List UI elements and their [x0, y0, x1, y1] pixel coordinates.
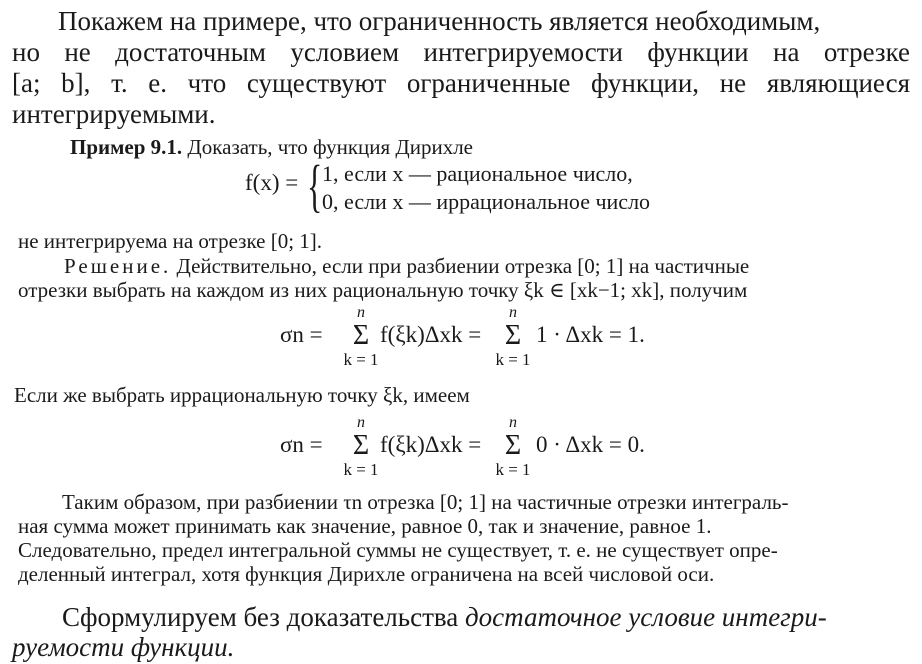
solution-label: Решение.: [64, 254, 172, 278]
intro-line-1: Покажем на примере, что ограниченность является необходимым,: [58, 6, 821, 36]
example-text: Доказать, что функция Дирихле: [187, 135, 474, 159]
solution-line-2: отрезки выбрать на каждом из них рациональную точку ξk ∈ [xk−1; xk], получим: [18, 278, 748, 302]
conclusion-line-4: деленный интеграл, хотя функция Дирихле ограничена на всей числовой оси.: [18, 562, 715, 586]
final-line-1: [62, 602, 827, 633]
formula1-lhs: σn =: [280, 322, 323, 347]
intro-line-3: [a; b], т. е. что существуют ограниченные функции, не являющиеся: [12, 68, 910, 98]
final-plain: Сформулируем без доказательства: [62, 602, 459, 632]
irrational-line: Если же выбрать иррациональную точку ξk, имеем: [14, 383, 470, 407]
case-irrational: 0, если x — иррациональное число: [322, 189, 651, 214]
solution-line-1: [64, 254, 912, 279]
formula1-rhs: 1 · Δxk = 1.: [536, 322, 645, 347]
conclusion-line-1: Таким образом, при разбиении τn отрезка [0; 1] на частичные отрезки интеграль-: [62, 490, 789, 514]
intro-line-4: интегрируемыми.: [12, 99, 216, 129]
intro-line-2: но не достаточным условием интегрируемости функции на отрезке: [12, 37, 910, 67]
case-rational: 1, если x — рациональное число,: [322, 161, 633, 186]
formula1-sum-1: n Σ k = 1: [343, 304, 379, 369]
conclusion-line-3: Следовательно, предел интегральной суммы не существует, т. е. не существует опре-: [18, 538, 778, 562]
formula1-mid: f(ξk)Δxk =: [380, 322, 482, 347]
function-lhs: f(x) =: [245, 170, 299, 195]
formula2-rhs: 0 · Δxk = 0.: [536, 432, 645, 457]
example-after: не интегрируема на отрезке [0; 1].: [18, 229, 323, 253]
example-header: [70, 135, 473, 160]
solution-line-1-rest: Действительно, если при разбиении отрезка [0; 1] на частичные: [176, 254, 750, 278]
formula1-sum-2: n Σ k = 1: [495, 304, 531, 369]
formula2-sum-2: n Σ k = 1: [495, 414, 531, 479]
final-italic-1: достаточное условие интегри-: [465, 602, 827, 632]
cases-brace: {: [307, 153, 323, 218]
formula2-mid: f(ξk)Δxk =: [380, 432, 482, 457]
example-label: Пример 9.1.: [70, 135, 183, 159]
conclusion-line-2: ная сумма может принимать как значение, равное 0, так и значение, равное 1.: [18, 514, 712, 538]
formula2-lhs: σn =: [280, 432, 323, 457]
formula2-sum-1: n Σ k = 1: [343, 414, 379, 479]
final-line-2: руемости функции.: [12, 632, 235, 662]
